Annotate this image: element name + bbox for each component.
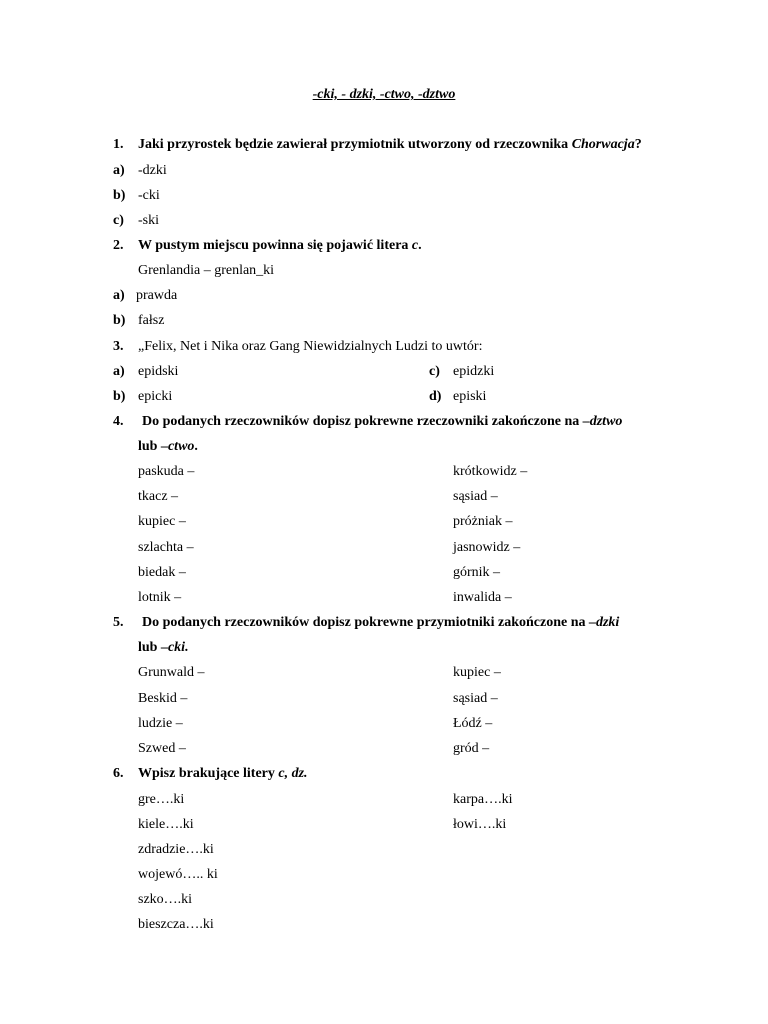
question-number: 3. bbox=[113, 339, 124, 354]
option-label: c) bbox=[429, 364, 440, 379]
question-text-italic: –dztwo bbox=[582, 414, 623, 429]
option-label: b) bbox=[113, 188, 126, 203]
question-number: 5. bbox=[113, 615, 124, 630]
word-item: gród – bbox=[453, 741, 490, 756]
option-text: episki bbox=[453, 389, 487, 404]
option-text: -cki bbox=[138, 188, 160, 203]
question-text-italic: –dzki bbox=[588, 615, 620, 630]
word-item: sąsiad – bbox=[453, 489, 498, 504]
option-text: -dzki bbox=[138, 163, 167, 178]
option-label: d) bbox=[429, 389, 442, 404]
question-text bbox=[138, 765, 308, 783]
option-text: -ski bbox=[138, 213, 159, 228]
word-item: górnik – bbox=[453, 565, 501, 580]
word-item: bieszcza….ki bbox=[138, 917, 214, 932]
question-number: 6. bbox=[113, 766, 124, 781]
word-item: gre….ki bbox=[138, 792, 185, 807]
word-item: łowi….ki bbox=[453, 817, 507, 832]
option-label: b) bbox=[113, 313, 126, 328]
question-text-main: Do podanych rzeczowników dopisz pokrewne rzeczowniki zakończone na bbox=[142, 414, 583, 429]
question-text-end: . bbox=[194, 439, 198, 454]
option-label: a) bbox=[113, 288, 125, 303]
question-text-italic: c bbox=[411, 238, 419, 253]
word-item: sąsiad – bbox=[453, 691, 498, 706]
word-item: jasnowidz – bbox=[453, 540, 521, 555]
word-item: szko….ki bbox=[138, 892, 193, 907]
question-text-italic: c, dz. bbox=[278, 766, 308, 781]
option-text: prawda bbox=[136, 288, 178, 303]
option-text: epidski bbox=[138, 364, 179, 379]
question-text-end: ? bbox=[634, 137, 642, 152]
question-text-italic: Chorwacja bbox=[571, 137, 635, 152]
question-text: „Felix, Net i Nika oraz Gang Niewidzialnych Ludzi to uwtór: bbox=[138, 339, 483, 354]
question-text-italic: –ctwo bbox=[160, 439, 195, 454]
question-text bbox=[138, 237, 422, 255]
question-text-line-2 bbox=[138, 438, 198, 456]
word-item: kupiec – bbox=[453, 665, 501, 680]
option-text: fałsz bbox=[138, 313, 165, 328]
question-text-main: Do podanych rzeczowników dopisz pokrewne przymiotniki zakończone na bbox=[142, 615, 589, 630]
word-item: tkacz – bbox=[138, 489, 179, 504]
question-text-line-2 bbox=[138, 639, 189, 657]
option-label: b) bbox=[113, 389, 126, 404]
question-text-main: W pustym miejscu powinna się pojawić litera bbox=[138, 238, 412, 253]
option-label: a) bbox=[113, 163, 125, 178]
question-text bbox=[138, 136, 642, 154]
question-number: 1. bbox=[113, 137, 124, 152]
question-text-main: Wpisz brakujące litery bbox=[138, 766, 279, 781]
word-item: kiele….ki bbox=[138, 817, 194, 832]
word-item: ludzie – bbox=[138, 716, 183, 731]
word-item: karpa….ki bbox=[453, 792, 513, 807]
word-item: Szwed – bbox=[138, 741, 186, 756]
word-item: kupiec – bbox=[138, 514, 186, 529]
word-item: lotnik – bbox=[138, 590, 182, 605]
question-text-main: lub bbox=[138, 439, 161, 454]
option-text: epicki bbox=[138, 389, 173, 404]
option-label: a) bbox=[113, 364, 125, 379]
question-text bbox=[142, 614, 619, 632]
word-item: paskuda – bbox=[138, 464, 195, 479]
word-item: Łódź – bbox=[453, 716, 493, 731]
word-item: Grunwald – bbox=[138, 665, 205, 680]
word-item: zdradzie….ki bbox=[138, 842, 214, 857]
page-title: -cki, - dzki, -ctwo, -dztwo bbox=[312, 87, 456, 102]
question-text-main: lub bbox=[138, 640, 161, 655]
word-item: inwalida – bbox=[453, 590, 512, 605]
word-item: biedak – bbox=[138, 565, 186, 580]
word-item: krótkowidz – bbox=[453, 464, 528, 479]
word-item: Beskid – bbox=[138, 691, 188, 706]
question-text-main: Jaki przyrostek będzie zawierał przymiotnik utworzony od rzeczownika bbox=[138, 137, 572, 152]
question-text-end: . bbox=[418, 238, 422, 253]
word-item: wojewó….. ki bbox=[138, 867, 218, 882]
option-text: epidzki bbox=[453, 364, 495, 379]
word-item: próżniak – bbox=[453, 514, 513, 529]
word-item: szlachta – bbox=[138, 540, 194, 555]
option-label: c) bbox=[113, 213, 124, 228]
question-text bbox=[142, 413, 622, 431]
question-text-italic: –cki. bbox=[160, 640, 189, 655]
question-number: 4. bbox=[113, 414, 124, 429]
example-text: Grenlandia – grenlan_ki bbox=[138, 263, 275, 278]
question-number: 2. bbox=[113, 238, 124, 253]
